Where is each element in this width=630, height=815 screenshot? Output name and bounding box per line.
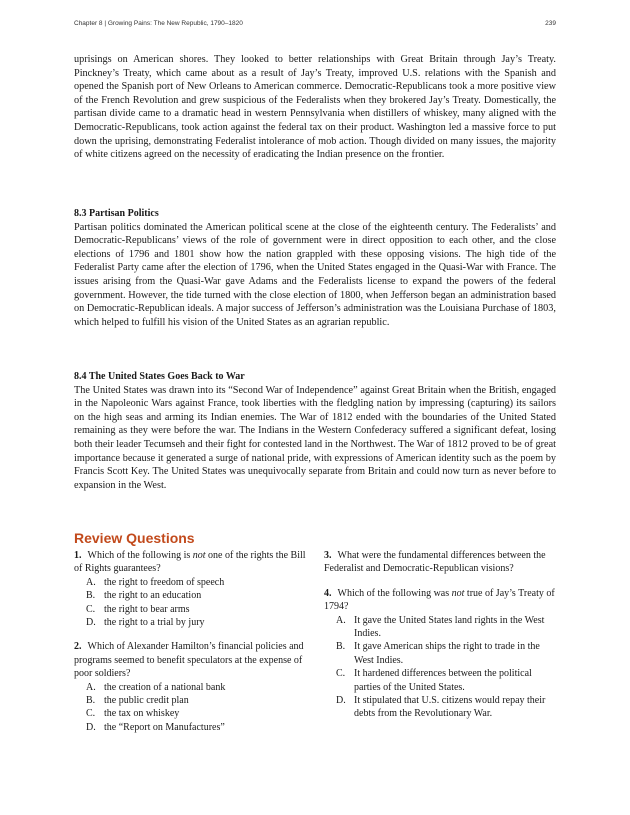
option-text: the right to bear arms [104,603,190,615]
option-letter: D. [336,695,346,707]
option-letter: A. [86,681,96,693]
option-letter: D. [86,721,96,733]
question-number: 1. [74,550,82,561]
question-number: 3. [324,550,332,561]
question-4 [324,587,556,721]
stem-text: What were the fundamental differences between the Federalist and Democratic-Republican visions? [324,550,546,575]
answer-option [74,576,312,589]
question-number: 2. [74,641,82,653]
option-letter: B. [86,695,96,707]
section-paragraph: Partisan politics dominated the American political scene at the close of the eighteenth century. The Federalists’ and Democratic-Republicans’ views of the role of government were in direct opposition to each other, and the close elections of 1796 and 1801 show how the nation grappled with these opposing visions. The high tide of the Federalist Party came after the election of 1796, when the United States engaged in the Quasi-War with France. The issues arising from the Quasi-War gave Adams and the Federalists license to expand the powers of the federal government. However, the tide turned with the close election of 1800, when Jefferson began an administration based on Democratic-Republican ideals. A major success of Jefferson’s administration was the Louisiana Purchase of 1803, which helped to fulfill his vision of the United States as an agrarian republic. [74,221,556,328]
option-letter: C. [86,603,96,615]
answer-option [74,681,312,694]
stem-emphasis: not [451,587,465,599]
intro-paragraph: uprisings on American shores. They looked to better relationships with Great Britain through Jay’s Treaty. Pinckney’s Treaty, which came about as a result of Jay’s Treaty, improved U.S. relations with the Spanish and opened the Spanish port of New Orleans to American commerce. Democratic-Republicans took a more positive view of the French Revolution and grew suspicious of the Federalists when they brokered Jay’s Treaty. Domestically, the partisan divide came to a dramatic head in western Pennsylvania when distillers of whiskey, many aligned with the Democratic-Republicans, took action against the federal tax on their product. Washington led a massive force to put down the uprising, demonstrating Federalist intolerance of mob action. Though divided on many issues, the majority of white citizens agreed on the necessity of eradicating the Indian presence on the frontier. [74,54,556,161]
page-number: 239 [545,20,556,27]
review-column-left [74,549,312,745]
option-text: the “Report on Manufactures” [104,721,225,733]
stem-text: Which of Alexander Hamilton’s financial policies and programs seemed to benefit speculators at the expense of poor soldiers? [74,641,304,680]
answer-option [74,694,312,707]
answer-option [74,603,312,616]
stem-text: Which of the following is [87,550,193,561]
option-letter: D. [86,617,96,629]
review-questions-title: Review Questions [74,530,195,546]
option-text: It hardened differences between the political parties of the United States. [354,668,532,693]
option-text: the tax on whiskey [104,708,180,720]
question-number: 4. [324,587,332,599]
option-letter: C. [336,668,346,680]
section-heading: 8.3 Partisan Politics [74,208,159,219]
option-letter: C. [86,708,96,720]
question-stem [74,549,312,576]
option-text: the public credit plan [104,695,189,707]
question-1 [74,549,312,629]
chapter-title: Chapter 8 | Growing Pains: The New Republic, 1790–1820 [74,20,243,27]
answer-option [324,640,556,667]
question-stem [324,549,556,576]
answer-option [74,589,312,602]
answer-option [324,667,556,694]
answer-option [324,614,556,641]
option-letter: A. [336,614,346,626]
answer-option [74,721,312,734]
option-text: the creation of a national bank [104,681,226,693]
section-8-4 [74,370,556,492]
section-8-3 [74,207,556,329]
stem-text: Which of the following was [337,587,452,599]
option-text: the right to a trial by jury [104,617,205,629]
option-text: It gave American ships the right to trade in the West Indies. [354,641,540,666]
option-text: It stipulated that U.S. citizens would repay their debts from the Revolutionary War. [354,695,546,720]
option-text: the right to freedom of speech [104,576,225,588]
option-letter: B. [86,590,96,602]
question-stem [74,640,312,680]
stem-text: true of Jay’s Treaty of 1794? [324,587,555,613]
stem-text: one of the rights the Bill of Rights guarantees? [74,550,306,575]
section-paragraph: The United States was drawn into its “Second War of Independence” against Great Britain when the British, engaged in the Napoleonic Wars against France, took liberties with the fledgling nation by impressing (capturing) its sailors on the high seas and arming its Indian enemies. The War of 1812 ended with the boundaries of the United Stated remaining as they were before the war. The Indians in the Western Confederacy suffered a significant defeat, losing both their leader Tecumseh and their fight for contested land in the Northwest. The War of 1812 proved to be of great importance because it generated a surge of national pride, with expressions of American identity such as the poem by Francis Scott Key. The United States was unequivocally separate from Britain and could now turn as never before to expansion in the West. [74,384,556,491]
option-letter: B. [336,641,346,653]
answer-options [74,681,312,735]
answer-option [74,707,312,720]
question-3 [324,549,556,576]
question-2 [74,640,312,734]
option-text: It gave the United States land rights in the West Indies. [354,614,545,640]
answer-options [74,576,312,630]
question-stem [324,587,556,614]
intro-paragraph-block [74,53,556,162]
section-heading: 8.4 The United States Goes Back to War [74,371,245,382]
answer-option [74,616,312,629]
answer-option [324,694,556,721]
answer-options [324,614,556,721]
option-letter: A. [86,576,96,588]
option-text: the right to an education [104,590,202,602]
review-column-right [324,549,556,732]
stem-emphasis: not [192,550,206,561]
